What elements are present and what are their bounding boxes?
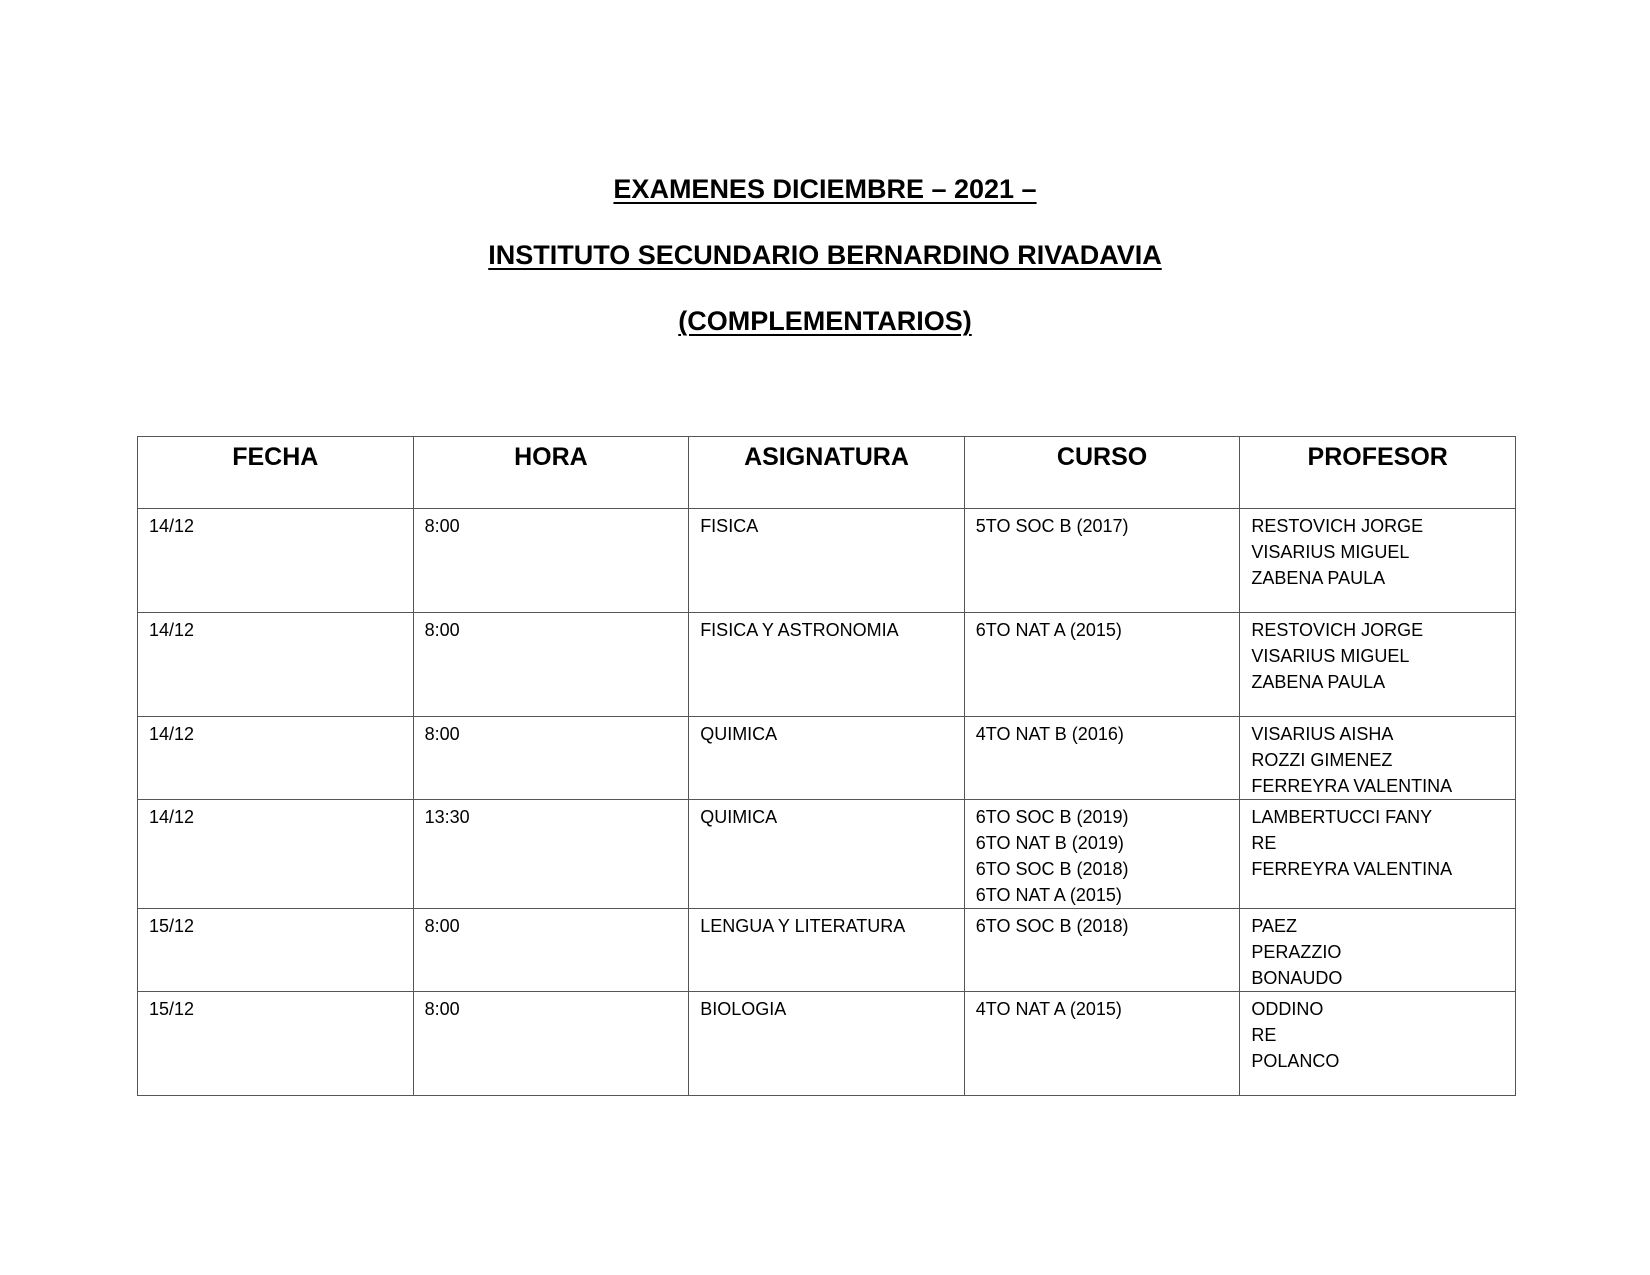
profesor-line: FERREYRA VALENTINA	[1251, 859, 1453, 879]
hora-cell: 8:00	[413, 909, 689, 992]
hora-cell: 8:00	[413, 992, 689, 1096]
table-row	[138, 509, 1516, 613]
column-header-asignatura: ASIGNATURA	[689, 437, 965, 509]
profesor-line: RESTOVICH JORGE	[1251, 620, 1424, 640]
fecha-cell: 14/12	[138, 717, 414, 800]
page-subtitle: (COMPLEMENTARIOS)	[678, 306, 972, 336]
profesor-line: ODDINO	[1251, 999, 1324, 1019]
profesor-line: BONAUDO	[1251, 968, 1343, 988]
curso-cell	[964, 992, 1240, 1096]
profesor-cell	[1240, 509, 1516, 613]
hora-cell: 8:00	[413, 509, 689, 613]
curso-cell	[964, 509, 1240, 613]
fecha-cell: 14/12	[138, 613, 414, 717]
curso-cell	[964, 613, 1240, 717]
column-header-profesor: PROFESOR	[1240, 437, 1516, 509]
curso-line: 6TO SOC B (2018)	[975, 916, 1129, 936]
profesor-line: VISARIUS AISHA	[1251, 724, 1394, 744]
asignatura-cell: QUIMICA	[689, 800, 965, 909]
profesor-line: FERREYRA VALENTINA	[1251, 776, 1453, 796]
column-header-curso: CURSO	[964, 437, 1240, 509]
page-title: EXAMENES DICIEMBRE – 2021 –	[613, 174, 1037, 204]
fecha-cell: 15/12	[138, 909, 414, 992]
profesor-cell	[1240, 909, 1516, 992]
profesor-line: LAMBERTUCCI FANY	[1251, 807, 1433, 827]
profesor-line: ROZZI GIMENEZ	[1251, 750, 1393, 770]
curso-line: 5TO SOC B (2017)	[975, 516, 1129, 536]
profesor-line: ZABENA PAULA	[1251, 672, 1386, 692]
profesor-cell	[1240, 613, 1516, 717]
curso-line: 4TO NAT B (2016)	[975, 724, 1124, 744]
table-row	[138, 992, 1516, 1096]
curso-cell	[964, 717, 1240, 800]
profesor-line: PAEZ	[1251, 916, 1298, 936]
table-header-row	[138, 437, 1516, 509]
profesor-line: RE	[1251, 1025, 1277, 1045]
curso-line: 4TO NAT A (2015)	[975, 999, 1122, 1019]
asignatura-cell: BIOLOGIA	[689, 992, 965, 1096]
profesor-cell	[1240, 717, 1516, 800]
page-header	[0, 172, 1650, 370]
table-row	[138, 717, 1516, 800]
column-header-hora: HORA	[413, 437, 689, 509]
profesor-line: RE	[1251, 833, 1277, 853]
profesor-line: VISARIUS MIGUEL	[1251, 646, 1410, 666]
profesor-line: RESTOVICH JORGE	[1251, 516, 1424, 536]
curso-line: 6TO SOC B (2018)	[975, 859, 1129, 879]
fecha-cell: 14/12	[138, 509, 414, 613]
curso-line: 6TO NAT B (2019)	[975, 833, 1124, 853]
table-row	[138, 800, 1516, 909]
fecha-cell: 14/12	[138, 800, 414, 909]
asignatura-cell: LENGUA Y LITERATURA	[689, 909, 965, 992]
profesor-line: VISARIUS MIGUEL	[1251, 542, 1410, 562]
table-row	[138, 909, 1516, 992]
curso-line: 6TO NAT A (2015)	[975, 620, 1122, 640]
exam-schedule-table	[137, 436, 1516, 1096]
profesor-cell	[1240, 800, 1516, 909]
hora-cell: 8:00	[413, 613, 689, 717]
curso-cell	[964, 800, 1240, 909]
curso-line: 6TO NAT A (2015)	[975, 885, 1122, 905]
profesor-line: POLANCO	[1251, 1051, 1340, 1071]
table-row	[138, 613, 1516, 717]
curso-line: 6TO SOC B (2019)	[975, 807, 1129, 827]
profesor-line: ZABENA PAULA	[1251, 568, 1386, 588]
hora-cell: 13:30	[413, 800, 689, 909]
hora-cell: 8:00	[413, 717, 689, 800]
column-header-fecha: FECHA	[138, 437, 414, 509]
asignatura-cell: FISICA	[689, 509, 965, 613]
profesor-line: PERAZZIO	[1251, 942, 1342, 962]
institution-name: INSTITUTO SECUNDARIO BERNARDINO RIVADAVIA	[488, 240, 1162, 270]
fecha-cell: 15/12	[138, 992, 414, 1096]
asignatura-cell: FISICA Y ASTRONOMIA	[689, 613, 965, 717]
asignatura-cell: QUIMICA	[689, 717, 965, 800]
profesor-cell	[1240, 992, 1516, 1096]
curso-cell	[964, 909, 1240, 992]
